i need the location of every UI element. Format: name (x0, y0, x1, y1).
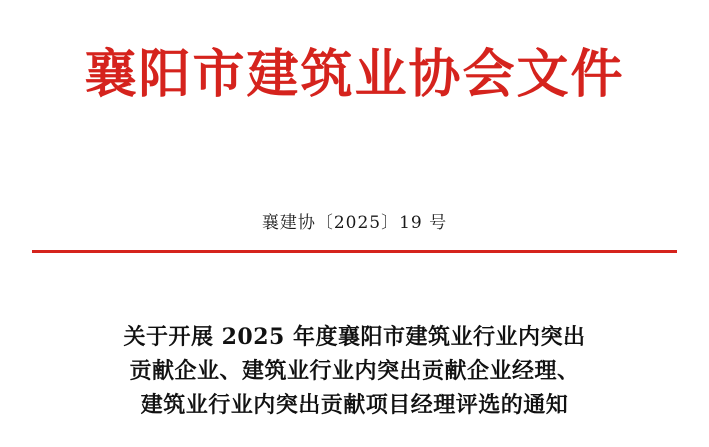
document-number: 襄建协〔2025〕19 号 (261, 213, 448, 233)
document-title-line-1: 关于开展 2025 年度襄阳市建筑业行业内突出 (123, 324, 586, 350)
document-title-line-2: 贡献企业、建筑业行业内突出贡献企业经理、 (129, 358, 580, 385)
red-divider-rule (32, 250, 677, 253)
document-title (64, 320, 645, 422)
document-masthead-title: 襄阳市建筑业协会文件 (84, 44, 625, 105)
document-title-line-3: 建筑业行业内突出贡献项目经理评选的通知 (140, 392, 569, 419)
